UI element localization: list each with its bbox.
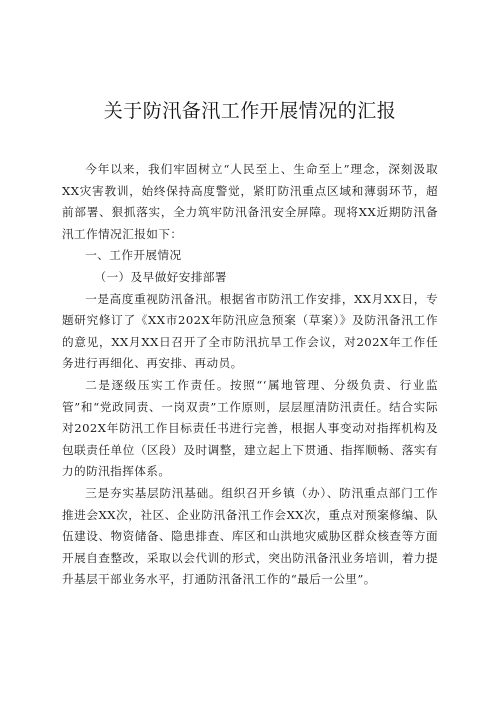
section-heading-work-status: 一、工作开展情况 — [85, 248, 182, 263]
paragraph-responsibility: 二是逐级压实工作责任。按照“‘属地管理、分级负责、行业监管”和“党政同责、一岗双责”工作原则，层层厘清防汛责任。结合实际对202X年防汛工作目标责任书进行完善，根据人事变动对指挥机构及包联责任单位（区段）及时调整，建立起上下贯通、指挥顺畅、落实有力的防汛指挥体系。 — [62, 377, 438, 479]
intro-paragraph: 今年以来，我们牢固树立“人民至上、生命至上”理念，深刻汲取XX灾害教训，始终保持高度警觉，紧盯防汛重点区域和薄弱环节，超前部署、狠抓落实，全力筑牢防汛备汛安全屏障。现将XX近期防汛备汛工作情况汇报如下： — [62, 162, 438, 241]
subsection-heading-arrangements: （一）及早做好安排部署 — [94, 269, 227, 284]
paragraph-grassroots-foundation: 三是夯实基层防汛基础。组织召开乡镇（办）、防汛重点部门工作推进会XX次，社区、企业防汛备汛工作会XX次，重点对预案修编、队伍建设、物资储备、隐患排查、库区和山洪地灾威胁区群众核查等方面开展自查整改，采取以会代训的形式，突出防汛备汛业务培训，着力提升基层干部业务水平，打通防汛备汛工作的“最后一公里”。 — [62, 485, 438, 587]
document-title: 关于防汛备汛工作开展情况的汇报 — [103, 100, 397, 122]
paragraph-attach-importance: 一是高度重视防汛备汛。根据省市防汛工作安排，XX月XX日，专题研究修订了《XX市202X年防汛应急预案（草案）》及防汛备汛工作的意见，XX月XX日召开了全市防汛抗旱工作会议，对202X年工作任务进行再细化、再安排、再动员。 — [62, 291, 438, 371]
